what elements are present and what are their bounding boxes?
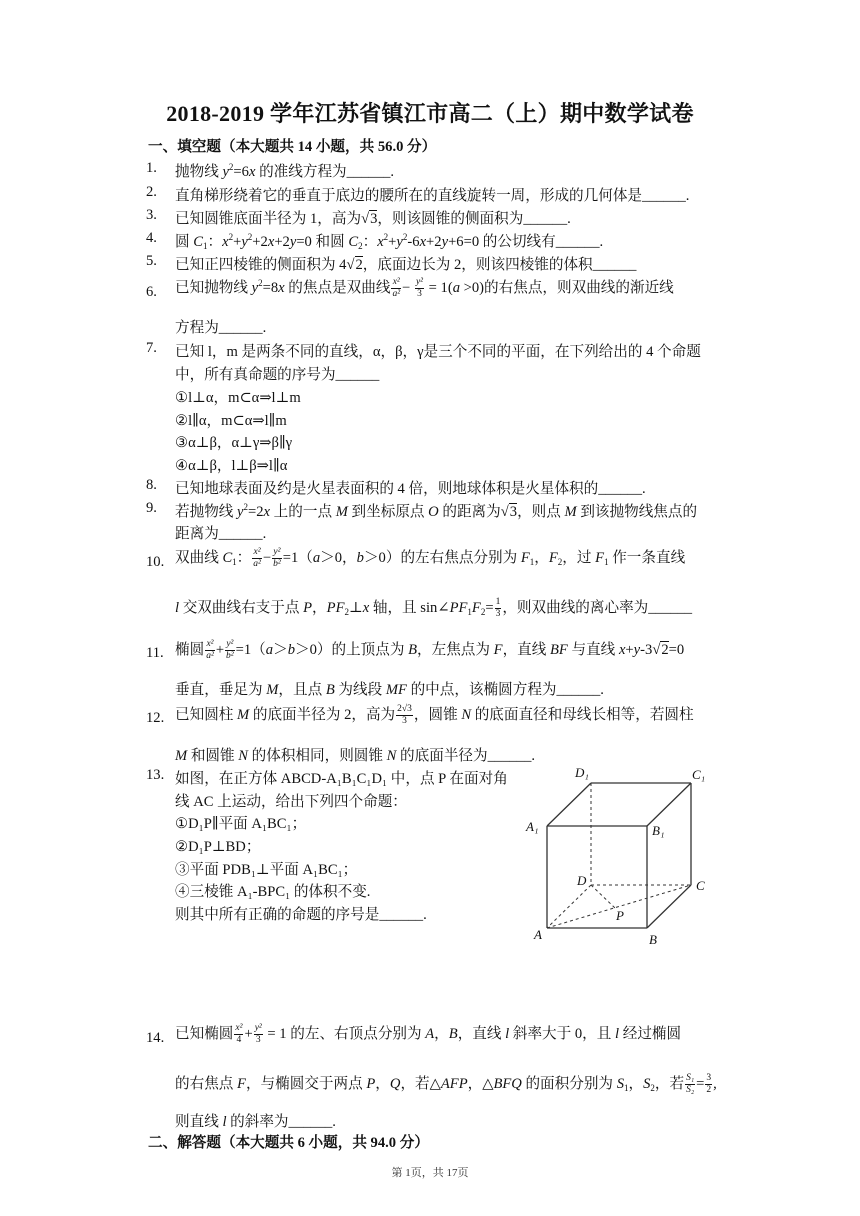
question-number: 13. [146, 767, 165, 783]
section-fill-in-title: 一、填空题（本大题共 14 小题，共 56.0 分） [148, 139, 437, 155]
question-number: 12. [146, 710, 165, 726]
question-13-option: ④三棱锥 A₁-BPC₁ 的体积不变. [175, 884, 371, 900]
question-7-line-1: 已知 l，m 是两条不同的直线，α，β，γ是三个不同的平面，在下列给出的 4 个命题 [175, 344, 701, 360]
cube-edge [647, 783, 691, 826]
question-number: 3. [146, 207, 157, 223]
question-13-option: ②D₁P⊥BD； [175, 839, 261, 855]
question-9-continued: 距离为______. [175, 526, 267, 542]
segment-dp [591, 885, 615, 908]
question-13-line-1: 如图，在正方体 ABCD-A₁B₁C₁D₁ 中，点 P 在面对角 [175, 771, 508, 787]
question-3: 已知圆锥底面半径为 1，高为√3，则该圆锥的侧面积为______. [175, 211, 571, 227]
question-8: 已知地球表面及约是火星表面积的 4 倍，则地球体积是火星体积的______. [175, 481, 646, 497]
question-11-continued: 垂直，垂足为 M，且点 B 为线段 MF 的中点，该椭圆方程为______. [175, 682, 604, 698]
cube-edge [547, 783, 591, 826]
question-number: 11. [146, 645, 164, 661]
question-6-continued: 方程为______. [175, 320, 267, 336]
page-title: 2018-2019 学年江苏省镇江市高二（上）期中数学试卷 [166, 101, 694, 126]
hidden-edge [547, 885, 591, 928]
question-number: 9. [146, 500, 157, 516]
question-number: 5. [146, 253, 157, 269]
label-a: A [534, 927, 542, 942]
question-number: 2. [146, 184, 157, 200]
question-13-line-2: 线 AC 上运动，给出下列四个命题： [175, 794, 407, 810]
question-10-continued: l 交双曲线右支于点 P，$PF_2\perp x$ 轴，且 $\sin\angle PF_1F_2=$ $\frac{1}{3}$ ，则双曲线的离心率为______ [175, 597, 693, 620]
label-c: C [696, 878, 705, 893]
question-6: 已知抛物线 $y^2=8x$ 的焦点是双曲线 $\frac{\text{x²}}{\text{a²}}$ − $\frac{\text{y²}}{3}$ = 1(a >0)的右焦点，则双曲线的渐近线 [175, 277, 674, 300]
question-number: 7. [146, 340, 157, 356]
question-9: 若抛物线 $y^2=2x$ 上的一点 M 到坐标原点 O 的距离为√3，则点 M 到该抛物线焦点的 [175, 502, 698, 520]
question-5: 已知正四棱锥的侧面积为 4√2，底面边长为 2，则该四棱锥的体积______ [175, 257, 637, 273]
question-14-last-line: 则直线 l 的斜率为______. [175, 1114, 336, 1130]
question-14: 已知椭圆 $\frac{\text{x²}}{4}$ + $\frac{\text{y²}}{3}$ = 1 的左、右顶点分别为 A，B，直线 l 斜率大于 0，且 l 经过椭圆 [175, 1023, 682, 1046]
question-7-option: ①l⊥α，m⊂α⇒l⊥m [175, 390, 301, 406]
cube-figure [520, 764, 710, 949]
question-number: 4. [146, 230, 157, 246]
question-7-option: ③α⊥β，α⊥γ⇒β∥γ [175, 435, 293, 451]
label-d: D [577, 873, 587, 888]
label-b: B [649, 932, 657, 947]
label-a1: A₁ [526, 819, 539, 834]
question-7-line-2: 中，所有真命题的序号为______ [175, 367, 380, 383]
question-11: 椭圆 $\frac{\text{x²}}{\text{a²}}$ + $\frac{\text{y²}}{\text{b²}}$ =1（a＞b＞0）的上顶点为 B，左焦点为 F，直线 BF 与直线 x+y-3√2=0 [175, 639, 685, 662]
question-12: 已知圆柱 M 的底面半径为 2，高为 $\frac{2√3}{3}$ ，圆锥 N 的底面直径和母线长相等，若圆柱 [175, 704, 694, 727]
section-answer-title: 二、解答题（本大题共 6 小题，共 94.0 分） [148, 1135, 429, 1151]
label-c1: C₁ [692, 767, 706, 782]
question-7-option: ④α⊥β，l⊥β⇒l∥α [175, 458, 288, 474]
label-p: P [616, 908, 624, 923]
question-13-option: ①D₁P∥平面 A₁BC₁； [175, 816, 307, 832]
question-number: 8. [146, 477, 157, 493]
question-13-line-7: 则其中所有正确的命题的序号是______. [175, 907, 427, 923]
question-4: 圆 $C_1$：$x^2+y^2+2x+2y=0$ 和圆 $C_2$：$x^2+y^2-6x+2y+6=0$ 的公切线有______. [175, 232, 604, 251]
label-b1: B₁ [652, 823, 665, 838]
label-d1: D₁ [575, 765, 589, 780]
question-12-continued: M 和圆锥 N 的体积相同，则圆锥 N 的底面半径为______. [175, 748, 536, 764]
question-number: 10. [146, 554, 165, 570]
question-number: 14. [146, 1030, 165, 1046]
question-7-option: ②l∥α，m⊂α⇒l∥m [175, 413, 287, 429]
question-10: 双曲线 $C_1$： $\frac{\text{x²}}{\text{a²}}$ − $\frac{\text{y²}}{\text{b²}}$ =1（a＞0，b＞0）的左右焦点分别为 $F_1$，$F_2$，过 $F_1$ 作一条直线 [175, 547, 686, 570]
question-number: 1. [146, 160, 157, 176]
question-1: 抛物线 $y^2=6x$ 的准线方程为______. [175, 162, 395, 180]
question-14-continued: 的右焦点 F，与椭圆交于两点 P，Q，若△AFP，△BFQ 的面积分别为 $S_1$，$S_2$，若 $\frac{\text{S₁}}{\text{S₂}}$ = $\frac{3}{2}$ , [175, 1073, 717, 1096]
question-2: 直角梯形绕着它的垂直于底边的腰所在的直线旋转一周，形成的几何体是______. [175, 188, 690, 204]
question-13-option: ③平面 PDB₁⊥平面 A₁BC₁； [175, 862, 358, 878]
question-number: 6. [146, 284, 157, 300]
page-footer: 第 1页，共 17页 [391, 1167, 469, 1179]
